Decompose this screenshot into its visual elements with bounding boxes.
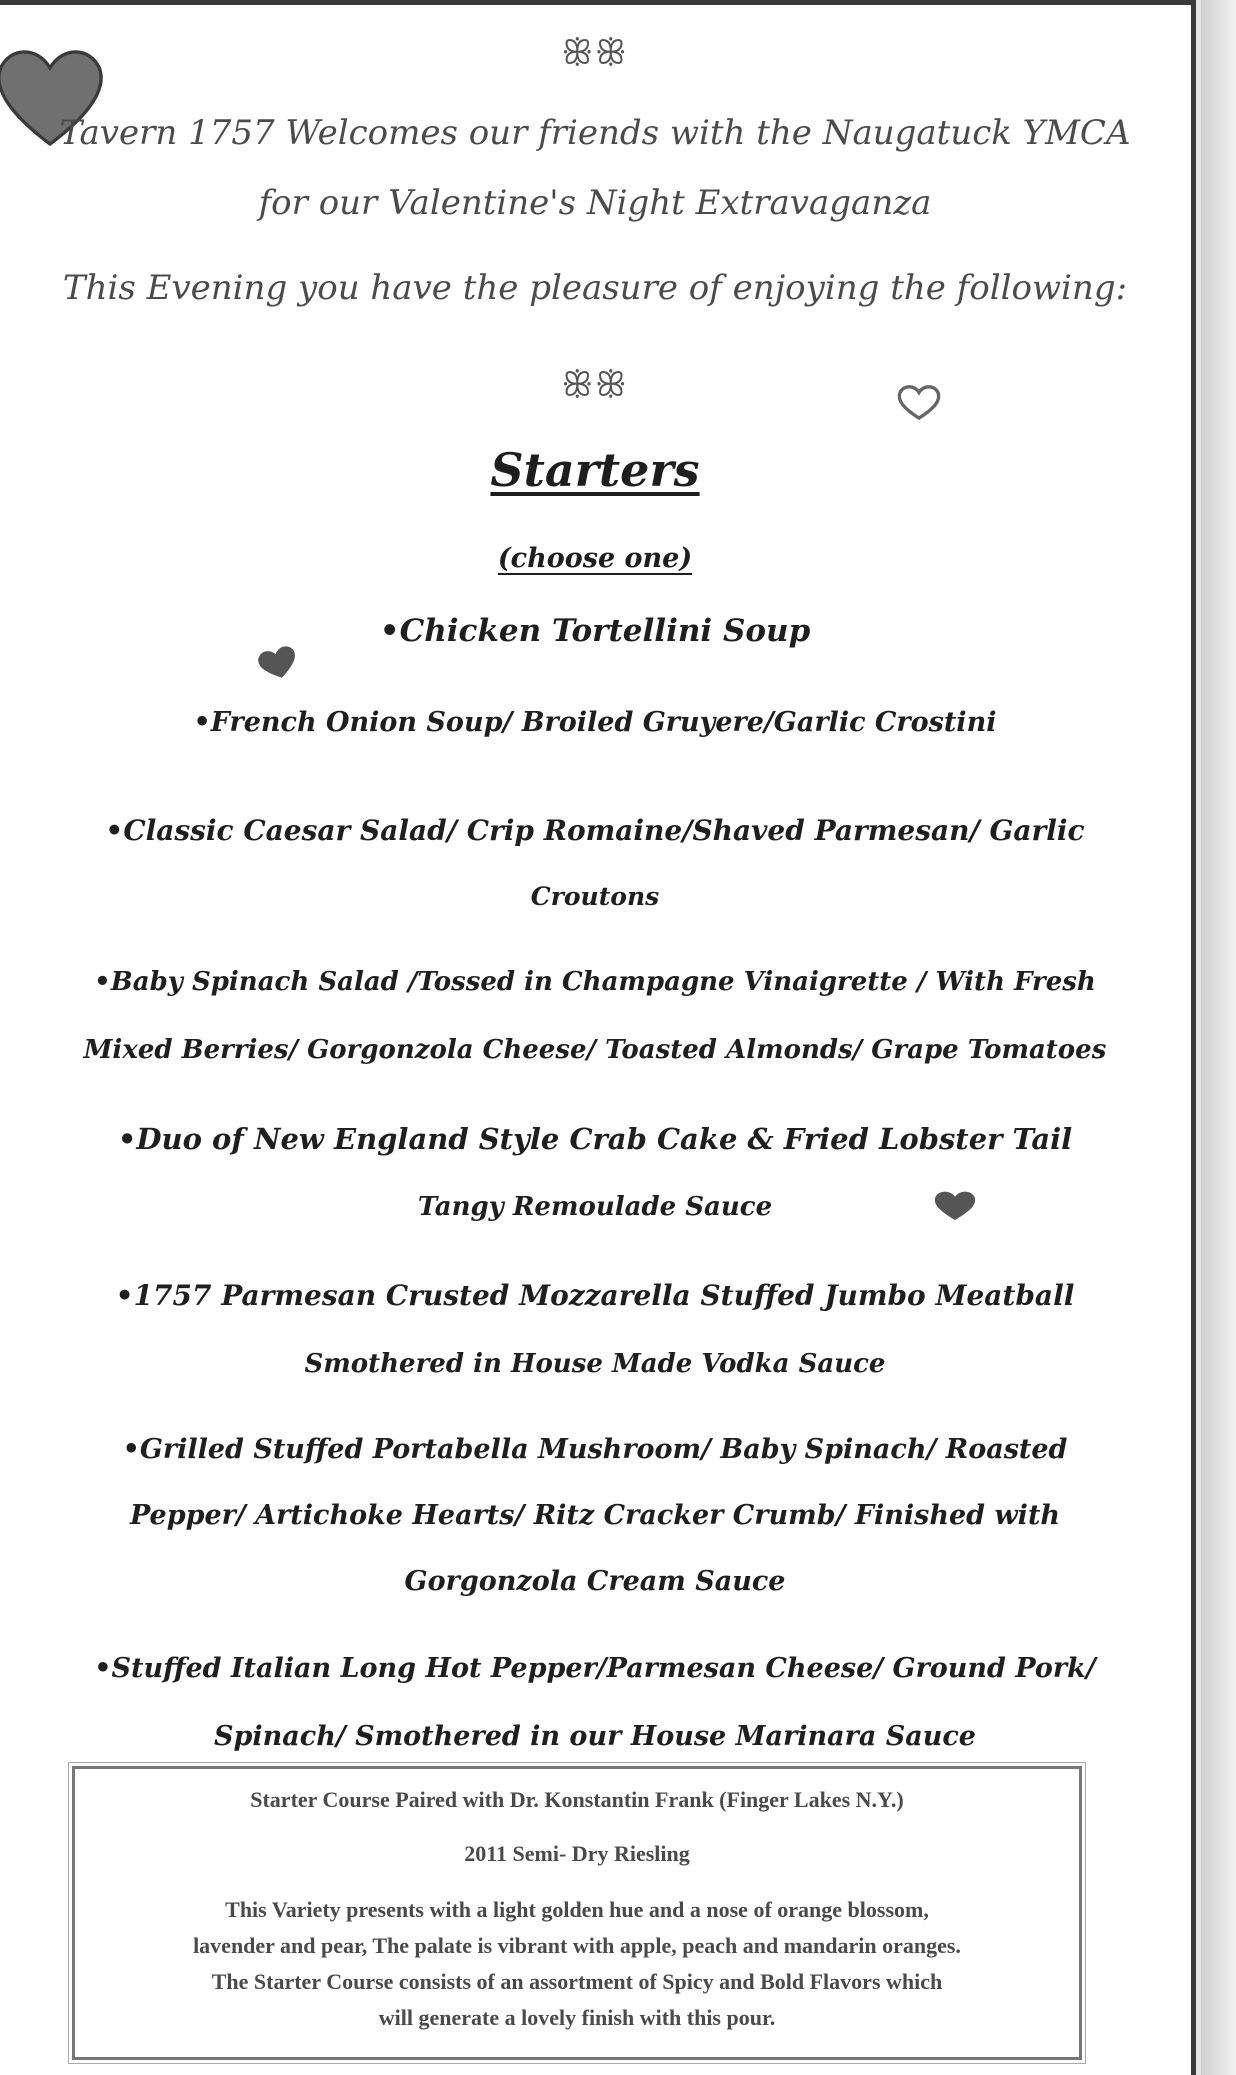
pairing-description: The Starter Course consists of an assortment of Spicy and Bold Flavors which <box>211 1969 943 1994</box>
section-title-text: Starters <box>490 443 700 497</box>
menu-item-line: Gorgonzola Cream Sauce <box>404 1566 786 1597</box>
menu-item-line: •Duo of New England Style Crab Cake & Fried Lobster Tail <box>117 1122 1073 1156</box>
menu-item-line: Croutons <box>530 882 660 911</box>
menu-item-line: Tangy Remoulade Sauce <box>417 1192 773 1222</box>
menu-item-line: •Baby Spinach Salad /Tossed in Champagne Vinaigrette / With Fresh <box>94 967 1096 997</box>
section-subtitle-text: (choose one) <box>497 543 693 574</box>
scan-edge <box>1201 0 1236 2075</box>
section-subtitle <box>0 543 1190 574</box>
menu-item <box>60 948 1130 1084</box>
middle-ornament: ꕥꕥ <box>561 365 629 405</box>
menu-item-line: •Stuffed Italian Long Hot Pepper/Parmesan Cheese/ Ground Pork/ <box>94 1653 1096 1684</box>
menu-item-line: Spinach/ Smothered in our House Marinara Sauce <box>214 1721 976 1752</box>
menu-item <box>60 798 1130 930</box>
intro-line: Tavern 1757 Welcomes our friends with the Naugatuck YMCA <box>59 113 1131 153</box>
menu-item-line: •Grilled Stuffed Portabella Mushroom/ Baby Spinach/ Roasted <box>122 1434 1068 1465</box>
menu-item <box>60 1635 1130 1771</box>
menu-item-line: •Classic Caesar Salad/ Crip Romaine/Shaved Parmesan/ Garlic <box>105 814 1085 847</box>
menu-item-line: Mixed Berries/ Gorgonzola Cheese/ Toasted Almonds/ Grape Tomatoes <box>83 1035 1107 1065</box>
menu-item-line: Smothered in House Made Vodka Sauce <box>304 1349 886 1379</box>
pairing-wine: 2011 Semi- Dry Riesling <box>464 1841 690 1866</box>
menu-item-line: •Chicken Tortellini Soup <box>379 613 811 649</box>
menu-item <box>60 613 1130 649</box>
pairing-description: will generate a lovely finish with this pour. <box>378 2005 776 2030</box>
menu-item-line: •French Onion Soup/ Broiled Gruyere/Garlic Crostini <box>193 707 997 738</box>
menu-item <box>60 707 1130 738</box>
small-heart-icon <box>255 645 301 681</box>
intro-line: This Evening you have the pleasure of enjoying the following: <box>62 268 1128 308</box>
intro-line: for our Valentine's Night Extravaganza <box>258 183 932 223</box>
menu-item <box>60 1105 1130 1241</box>
top-ornament: ꕥꕥ <box>561 33 629 73</box>
menu-item <box>60 1262 1130 1398</box>
pairing-title: Starter Course Paired with Dr. Konstantin Frank (Finger Lakes N.Y.) <box>250 1787 904 1812</box>
section-title <box>0 443 1190 497</box>
pairing-description: lavender and pear, The palate is vibrant with apple, peach and mandarin oranges. <box>193 1933 961 1958</box>
pairing-description: This Variety presents with a light golden hue and a nose of orange blossom, <box>225 1897 929 1922</box>
wine-pairing-box <box>72 1766 1082 2060</box>
menu-item-line: Pepper/ Artichoke Hearts/ Ritz Cracker Crumb/ Finished with <box>129 1500 1061 1531</box>
menu-item <box>60 1417 1130 1615</box>
menu-item-line: •1757 Parmesan Crusted Mozzarella Stuffed Jumbo Meatball <box>115 1279 1075 1312</box>
